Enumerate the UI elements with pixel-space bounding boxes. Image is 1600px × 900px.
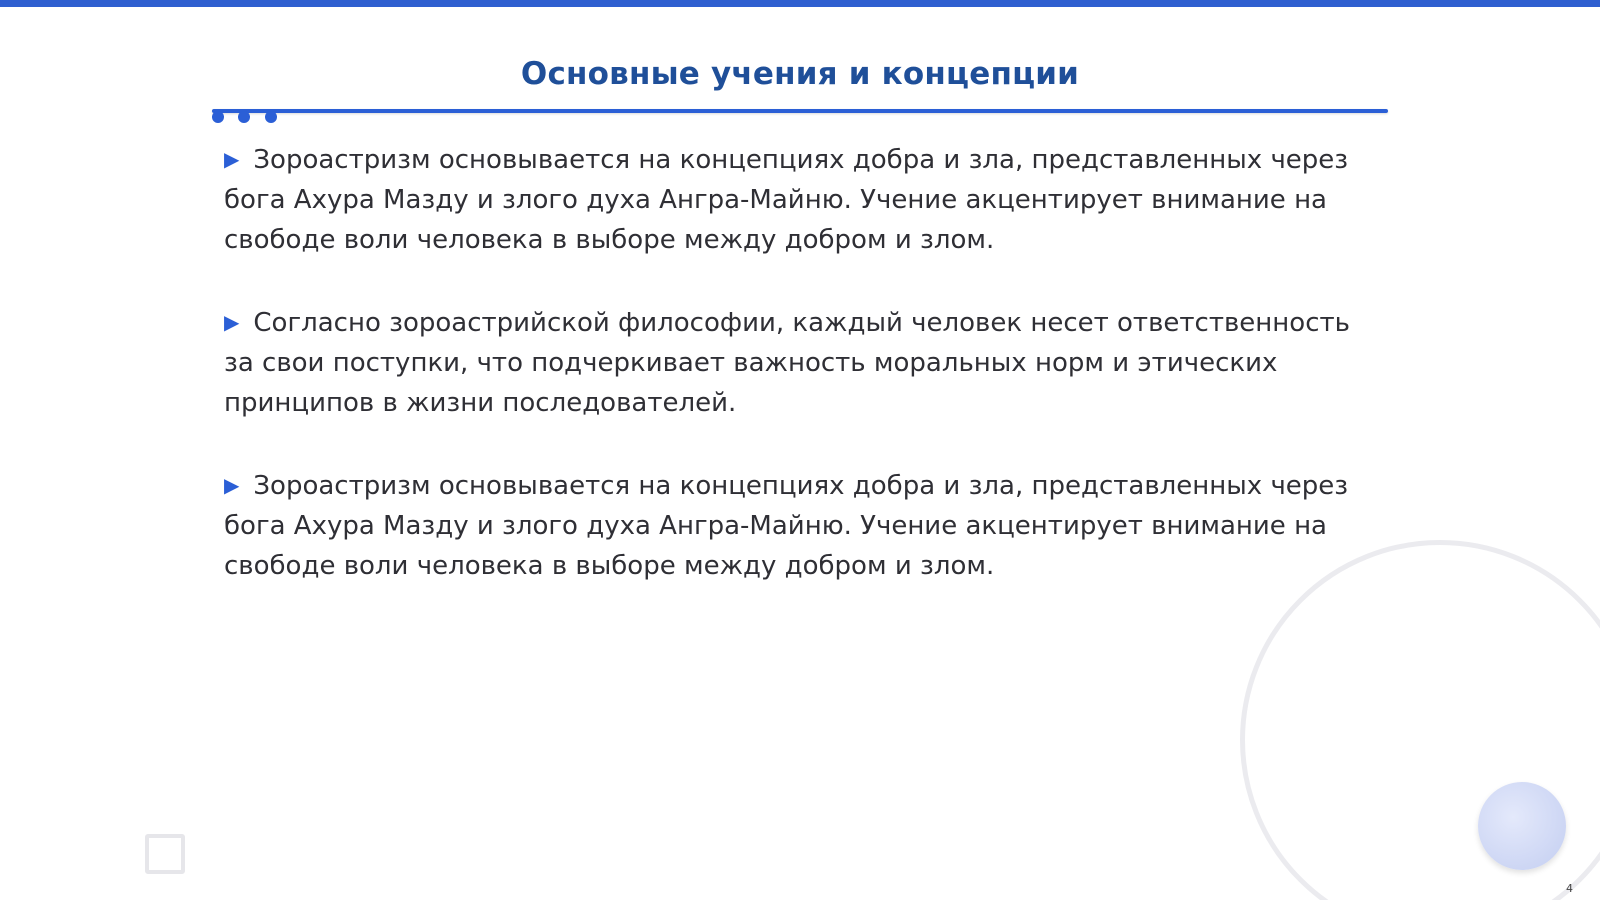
bullet-item: [224, 465, 1384, 586]
bullet-item: [224, 302, 1384, 423]
slide-title: Основные учения и концепции: [520, 56, 1080, 92]
bullet-text: Зороастризм основывается на концепциях добра и зла, представленных через бога Ахура Мазду и злого духа Ангра-Майню. Учение акцентирует внимание на свободе воли человека в выборе между добром и злом.: [224, 471, 1349, 581]
decorative-dot: [238, 111, 250, 123]
decorative-dot: [212, 111, 224, 123]
bullet-list: [224, 139, 1384, 628]
bullet-text: Согласно зороастрийской философии, каждый человек несет ответственность за свои поступки, что подчеркивает важность моральных норм и этических принципов в жизни последователей.: [224, 308, 1350, 418]
page-number: 4: [1566, 882, 1573, 895]
decorative-dot: [265, 111, 277, 123]
decorative-circle: [1478, 782, 1566, 870]
triangle-bullet-icon: ▶: [224, 310, 240, 334]
top-accent-bar: [0, 0, 1600, 7]
triangle-bullet-icon: ▶: [224, 473, 240, 497]
bullet-item: [224, 139, 1384, 260]
triangle-bullet-icon: ▶: [224, 147, 240, 171]
bullet-text: Зороастризм основывается на концепциях добра и зла, представленных через бога Ахура Мазду и злого духа Ангра-Майню. Учение акцентирует внимание на свободе воли человека в выборе между добром и злом.: [224, 145, 1349, 255]
title-underline: [212, 109, 1388, 113]
decorative-square: [145, 834, 185, 874]
